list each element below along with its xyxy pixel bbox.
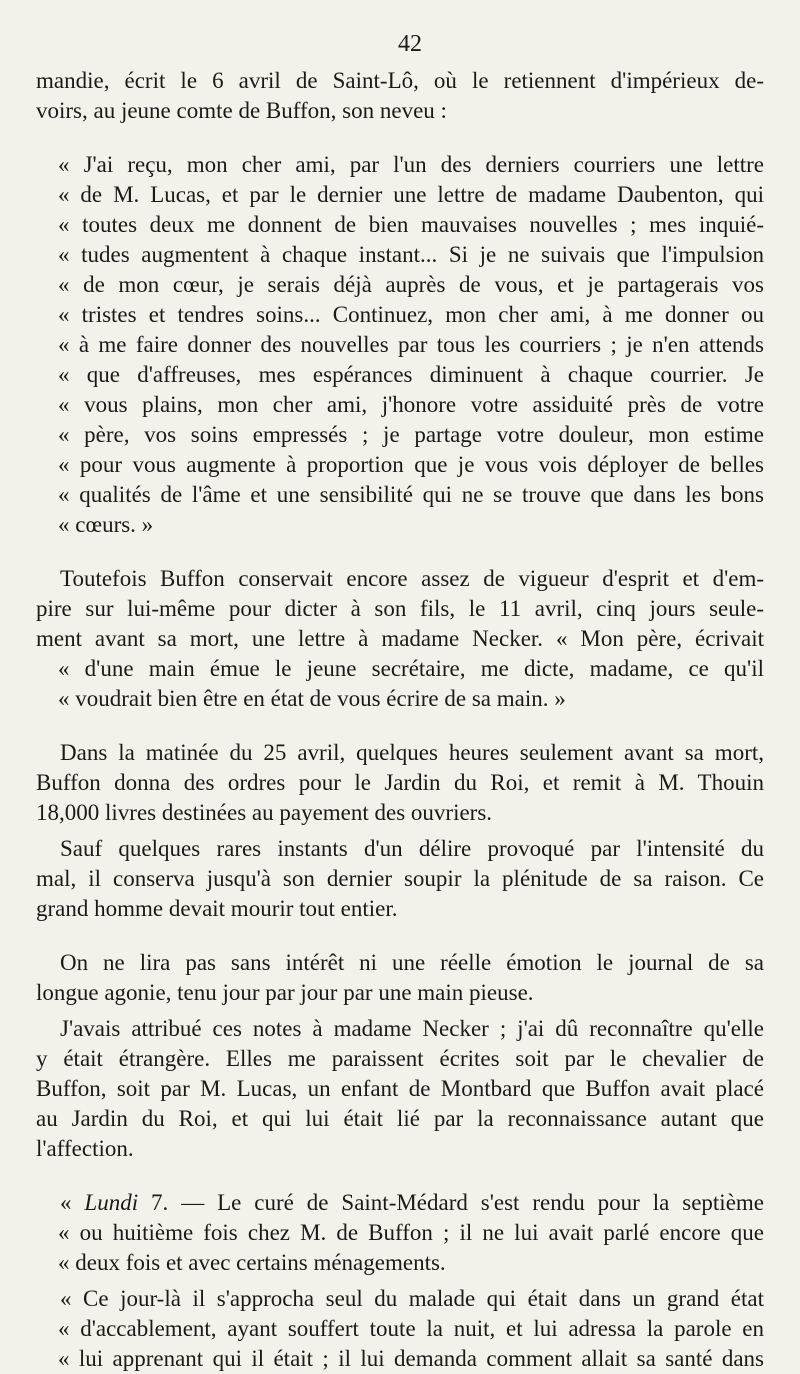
- text-line: « lui apprenant qui il était ; il lui demanda comment allait sa santé dans: [58, 1346, 764, 1371]
- text-line: « à me faire donner des nouvelles par tous les courriers ; je n'en attends: [58, 332, 764, 357]
- paragraph-body: [36, 1014, 764, 1164]
- quote-mark: «: [60, 1190, 85, 1215]
- text-line: Buffon, soit par M. Lucas, un enfant de Montbard que Buffon avait placé: [36, 1076, 764, 1101]
- text-line: « cœurs. »: [58, 512, 154, 537]
- paragraph-journal-entry: [36, 1188, 764, 1278]
- text-line: « que d'affreuses, mes espérances diminuent à chaque courrier. Je: [58, 362, 764, 387]
- paragraph-body: [36, 564, 764, 714]
- text-line: [58, 1188, 764, 1218]
- text-line: « d'accablement, ayant souffert toute la nuit, et lui adressa la parole en: [58, 1316, 764, 1341]
- paragraph-body: [36, 738, 764, 828]
- paragraph-letter-quote: [36, 150, 764, 540]
- page-number: 42: [398, 31, 422, 57]
- text-line: On ne lira pas sans intérêt ni une réelle émotion le journal de sa: [60, 950, 764, 975]
- text-line: « tristes et tendres soins... Continuez, mon cher ami, à me donner ou: [58, 302, 764, 327]
- text-line: « qualités de l'âme et une sensibilité qui ne se trouve que dans les bons: [58, 482, 764, 507]
- text-line: « toutes deux me donnent de bien mauvaises nouvelles ; mes inquié-: [58, 212, 764, 237]
- text-line: Buffon donna des ordres pour le Jardin du Roi, et remit à M. Thouin: [36, 770, 764, 795]
- text-line: ment avant sa mort, une lettre à madame Necker. « Mon père, écrivait: [36, 626, 764, 651]
- text-line: « pour vous augmente à proportion que je vous vois déployer de belles: [58, 452, 764, 477]
- day-label: Lundi: [84, 1190, 139, 1215]
- text-line: « vous plains, mon cher ami, j'honore votre assiduité près de votre: [58, 392, 764, 417]
- text-line: « d'une main émue le jeune secrétaire, me dicte, madame, ce qu'il: [58, 656, 764, 681]
- text-line: voirs, au jeune comte de Buffon, son neveu :: [36, 98, 447, 123]
- text-line: « ou huitième fois chez M. de Buffon ; il ne lui avait parlé encore que: [58, 1220, 764, 1245]
- text-line: « de M. Lucas, et par le dernier une lettre de madame Daubenton, qui: [58, 182, 764, 207]
- text-line: « deux fois et avec certains ménagements.: [58, 1250, 446, 1275]
- text-line: grand homme devait mourir tout entier.: [36, 896, 398, 921]
- text-line: 18,000 livres destinées au payement des ouvriers.: [36, 800, 493, 825]
- paragraph-journal-entry: [36, 1284, 764, 1374]
- paragraph-intro: [36, 66, 764, 126]
- text-line: « père, vos soins empressés ; je partage votre douleur, mon estime: [58, 422, 764, 447]
- text-line: mandie, écrit le 6 avril de Saint-Lô, où le retiennent d'impérieux de-: [36, 68, 764, 93]
- text-line: y était étrangère. Elles me paraissent écrites soit par le chevalier de: [36, 1046, 764, 1071]
- text-line: mal, il conserva jusqu'à son dernier soupir la plénitude de sa raison. Ce: [36, 866, 764, 891]
- paragraph-body: [36, 834, 764, 924]
- text-line: au Jardin du Roi, et qui lui était lié par la reconnaissance autant que: [36, 1106, 764, 1131]
- text-line: longue agonie, tenu jour par jour par une main pieuse.: [36, 980, 534, 1005]
- text-line: « J'ai reçu, mon cher ami, par l'un des derniers courriers une lettre: [58, 152, 764, 177]
- entry-text: 7. — Le curé de Saint-Médard s'est rendu pour la septième: [138, 1190, 764, 1215]
- text-line: « Ce jour-là il s'approcha seul du malade qui était dans un grand état: [60, 1286, 764, 1311]
- text-line: « voudrait bien être en état de vous écrire de sa main. »: [58, 686, 566, 711]
- text-line: l'affection.: [36, 1136, 134, 1161]
- text-line: Sauf quelques rares instants d'un délire provoqué par l'intensité du: [60, 836, 764, 861]
- text-line: « tudes augmentent à chaque instant... Si je ne suivais que l'impulsion: [58, 242, 764, 267]
- paragraph-body: [36, 948, 764, 1008]
- text-line: pire sur lui-même pour dicter à son fils, le 11 avril, cinq jours seule-: [36, 596, 764, 621]
- text-line: Dans la matinée du 25 avril, quelques heures seulement avant sa mort,: [60, 740, 764, 765]
- text-line: Toutefois Buffon conservait encore assez de vigueur d'esprit et d'em-: [60, 566, 764, 591]
- text-line: « de mon cœur, je serais déjà auprès de vous, et je partagerais vos: [58, 272, 764, 297]
- text-line: J'avais attribué ces notes à madame Necker ; j'ai dû reconnaître qu'elle: [60, 1016, 764, 1041]
